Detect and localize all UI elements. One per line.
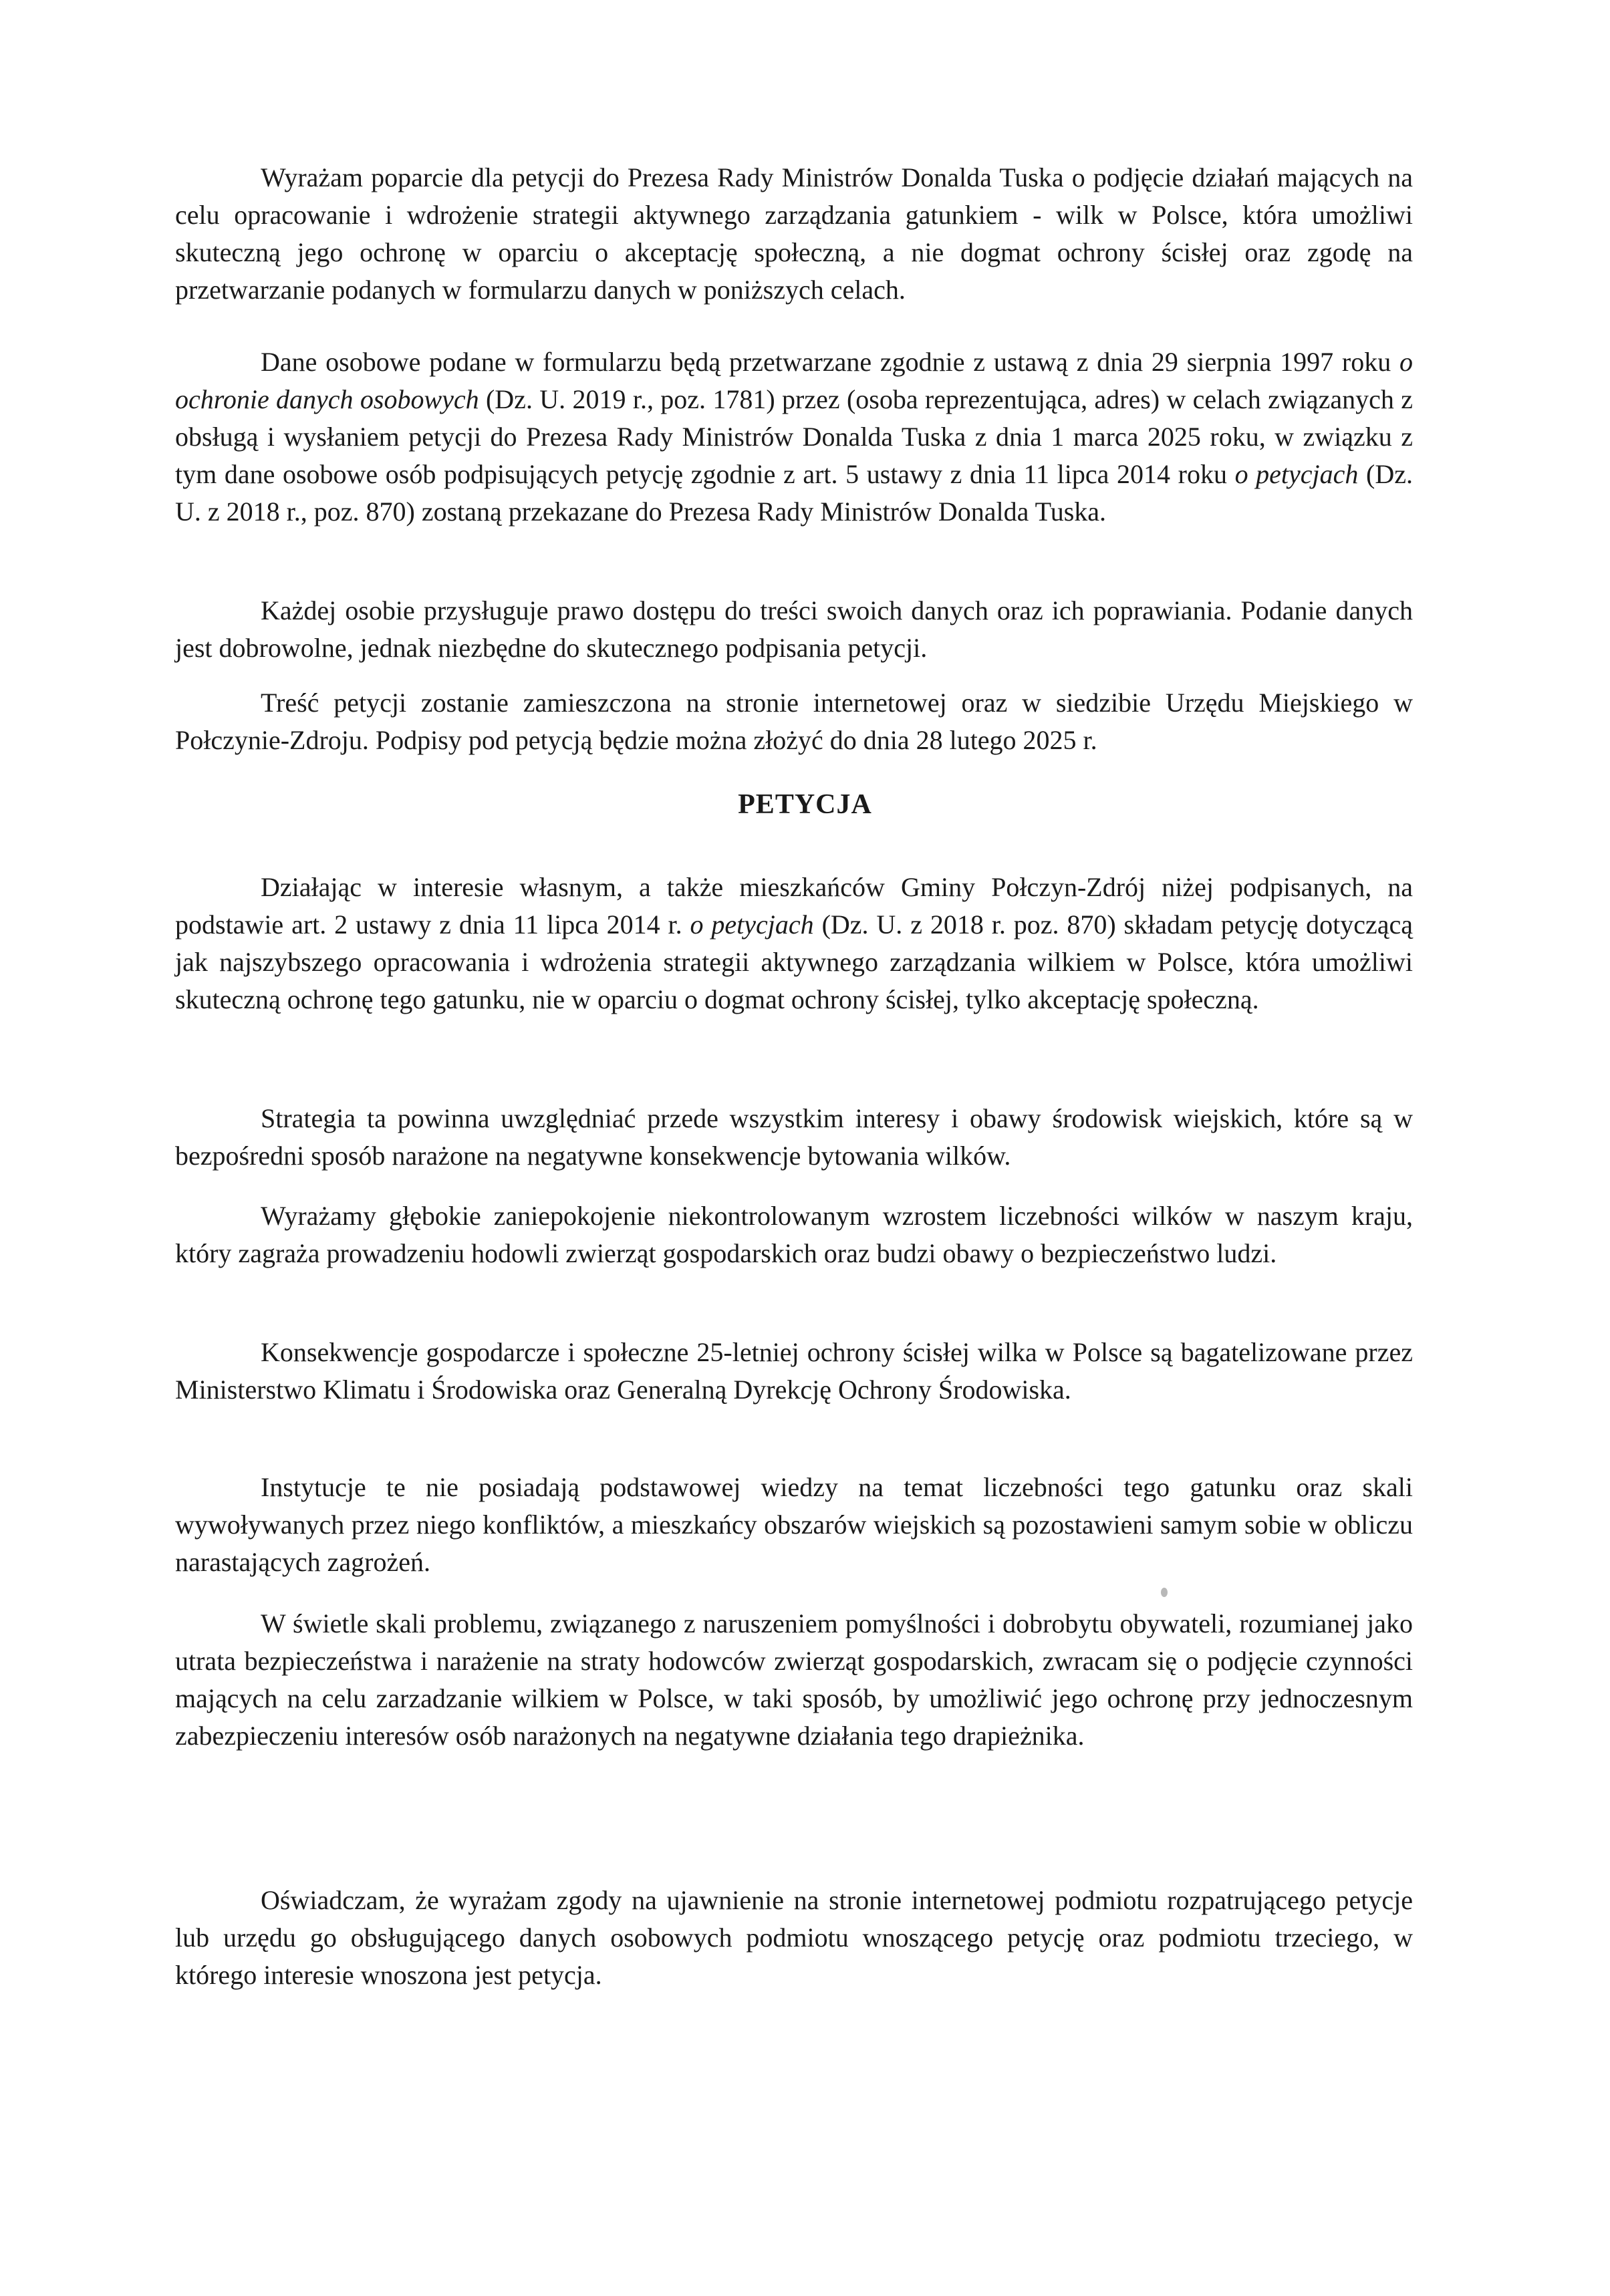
intro-paragraph-rights-text: Każdej osobie przysługuje prawo dostępu do treści swoich danych oraz ich poprawiania. Podanie danych jest dobrowolne, jednak niezbędne do skutecznego podpisania petycji.: [175, 595, 1413, 663]
petition-paragraph-request: [175, 869, 1413, 1018]
petition-paragraph-appeal: [175, 1605, 1413, 1755]
intro-paragraph-publication-text: Treść petycji zostanie zamieszczona na stronie internetowej oraz w siedzibie Urzędu Miejskiego w Połczynie-Zdroju. Podpisy pod petycją będzie można złożyć do dnia 28 lutego 2025 r.: [175, 688, 1413, 755]
intro-paragraph-rights: [175, 592, 1413, 667]
petition-request-text-2: (Dz. U. z 2018 r. poz. 870) składam petycję dotyczącą jak najszybszego opracowania i wdrożenia strategii aktywnego zarządzania wilkiem w Polsce, która umożliwi skuteczną ochronę tego gatunku, nie w oparciu o dogmat ochrony ścisłej, tylko akceptację społeczną.: [175, 909, 1414, 1014]
declaration-paragraph: [175, 1882, 1413, 1994]
petition-paragraph-strategy: [175, 1100, 1413, 1175]
scan-speck: [1161, 1588, 1168, 1597]
data-processing-text-2: (Dz. U. 2019 r., poz. 1781) przez (osoba reprezentująca, adres) w celach związanych z obsługą i wysłaniem petycji do Prezesa Rady Ministrów Donalda Tuska z dnia 1 marca 2025 roku, w związku z tym dane osobowe osób podpisujących petycję zgodnie z art. 5 ustawy z dnia 11 lipca 2014 roku: [175, 384, 1413, 489]
data-processing-act-title: o ochronie danych osobowych: [175, 347, 1413, 414]
petition-request-text-1: Działając w interesie własnym, a także mieszkańców Gminy Połczyn-Zdrój niżej podpisanych, na podstawie art. 2 ustawy z dnia 11 lipca 2014 r.: [175, 872, 1413, 940]
intro-paragraph-publication: [175, 684, 1413, 759]
intro-paragraph-support: [175, 159, 1413, 309]
petition-paragraph-concern: [175, 1197, 1413, 1272]
data-processing-text-3: (Dz. U. z 2018 r., poz. 870) zostaną przekazane do Prezesa Rady Ministrów Donalda Tuska.: [175, 459, 1413, 527]
petition-paragraph-appeal-text: W świetle skali problemu, związanego z naruszeniem pomyślności i dobrobytu obywateli, rozumianej jako utrata bezpieczeństwa i narażenie na straty hodowców zwierząt gospodarskich, zwracam się o podjęcie czynności mających na celu zarzadzanie wilkiem w Polsce, w taki sposób, by umożliwić jego ochronę przy jednoczesnym zabezpieczeniu interesów osób narażonych na negatywne działania tego drapieżnika.: [175, 1608, 1413, 1751]
petitions-act-title: o petycjach: [1234, 459, 1359, 489]
petition-paragraph-strategy-text: Strategia ta powinna uwzględniać przede wszystkim interesy i obawy środowisk wiejskich, które są w bezpośredni sposób narażone na negatywne konsekwencje bytowania wilków.: [175, 1103, 1413, 1171]
petition-heading: PETYCJA: [738, 789, 872, 820]
intro-paragraph-data-processing: [175, 343, 1413, 531]
data-processing-text-1: Dane osobowe podane w formularzu będą przetwarzane zgodnie z ustawą z dnia 29 sierpnia 1997 roku: [261, 347, 1399, 377]
petition-paragraph-institutions-text: Instytucje te nie posiadają podstawowej wiedzy na temat liczebności tego gatunku oraz skali wywoływanych przez niego konfliktów, a mieszkańcy obszarów wiejskich są pozostawieni samym sobie w obliczu narastających zagrożeń.: [175, 1472, 1413, 1577]
petition-act-title: o petycjach: [690, 909, 814, 940]
petition-paragraph-consequences: [175, 1334, 1413, 1409]
petition-paragraph-concern-text: Wyrażamy głębokie zaniepokojenie niekontrolowanym wzrostem liczebności wilków w naszym kraju, który zagraża prowadzeniu hodowli zwierząt gospodarskich oraz budzi obawy o bezpieczeństwo ludzi.: [175, 1201, 1413, 1268]
petition-paragraph-institutions: [175, 1469, 1413, 1581]
declaration-paragraph-text: Oświadczam, że wyrażam zgody na ujawnienie na stronie internetowej podmiotu rozpatrującego petycje lub urzędu go obsługującego danych osobowych podmiotu wnoszącego petycję oraz podmiotu trzeciego, w którego interesie wnoszona jest petycja.: [175, 1885, 1413, 1990]
intro-paragraph-support-text: Wyrażam poparcie dla petycji do Prezesa Rady Ministrów Donalda Tuska o podjęcie działań mających na celu opracowanie i wdrożenie strategii aktywnego zarządzania gatunkiem - wilk w Polsce, która umożliwi skuteczną jego ochronę w oparciu o akceptację społeczną, a nie dogmat ochrony ścisłej oraz zgodę na przetwarzanie podanych w formularzu danych w poniższych celach.: [175, 162, 1413, 305]
petition-paragraph-consequences-text: Konsekwencje gospodarcze i społeczne 25-letniej ochrony ścisłej wilka w Polsce są bagatelizowane przez Ministerstwo Klimatu i Środowiska oraz Generalną Dyrekcję Ochrony Środowiska.: [175, 1337, 1413, 1405]
